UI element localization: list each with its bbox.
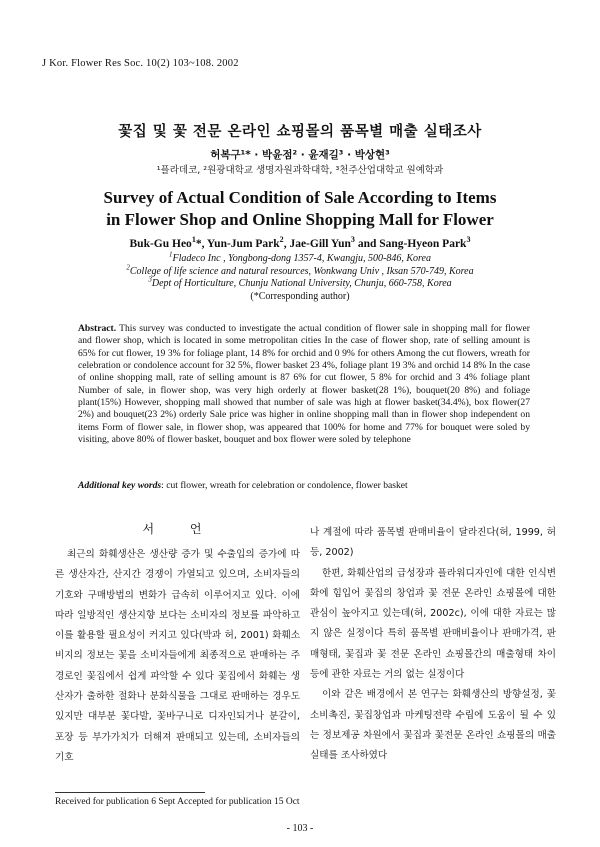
running-head: J Kor. Flower Res Soc. 10(2) 103~108. 2002 — [42, 58, 239, 69]
affiliation-2: $^2$College of life science and natural resources, Wonkwang Univ , Iksan 570-749, Korea — [126, 263, 474, 277]
abstract — [78, 323, 530, 446]
author-3-sup: 3 — [350, 235, 355, 245]
korean-affiliations: ¹플라데코, ²원광대학교 생명자원과학대학, ³천주산업대학교 원예학과 — [156, 165, 444, 176]
author-2: Yun-Jum Park — [206, 238, 280, 250]
right-column-paragraph-1: 나 계절에 따라 품목별 판매비율이 달라진다(허, 1999, 허 등, 2002) — [310, 527, 556, 559]
keywords-label: Additional key words — [78, 480, 162, 491]
english-title — [0, 187, 600, 231]
author-and: and — [357, 238, 377, 250]
affiliation-3: $^3$Dept of Horticulture, Chunju National University, Chunju, 660-758, Korea — [148, 275, 452, 289]
korean-authors: 허복구¹* · 박윤점² · 윤재길³ · 박상현³ — [210, 149, 390, 161]
right-column-paragraph-3: 이와 같은 배경에서 본 연구는 화훼생산의 방향설정, 꽃 소비촉진, 꽃집창업과 마케팅전략 수립에 도움이 될 수 있는 정보제공 차원에서 꽃집과 꽃전문 온라인 쇼핑몰의 매출 실태를 조사하였다 — [310, 689, 556, 762]
author-4: Sang-Hyeon Park — [379, 238, 467, 250]
corresponding-author-note: (*Corresponding author) — [250, 290, 350, 302]
footnote: Received for publication 6 Sept Accepted for publication 15 Oct — [55, 797, 300, 807]
english-title-line2: in Flower Shop and Online Shopping Mall for Flower — [106, 210, 494, 229]
author-4-sup: 3 — [466, 235, 471, 245]
keywords — [78, 480, 530, 491]
footnote-divider — [55, 792, 205, 793]
abstract-label: Abstract. — [78, 323, 117, 334]
korean-title: 꽃집 및 꽃 전문 온라인 쇼핑몰의 품목별 매출 실태조사 — [118, 124, 482, 140]
abstract-text: This survey was conducted to investigate the actual condition of flower sale in shopping mall for flower and flower shop, which is located in some metropolitan cities In the case of flower shop, rate of selling amount is 65% for cut flower, 19 3% for foliage plant, 14 8% for orchid and 0 9% for others Among the cut flowers, wreath for celebration or condolence account for 32 5%, flower basket 23 4%, foliage plant 19 3% and orchid 14 8% In the case of online shopping mall, rate of selling amount is 87 6% for cut flower, 5 8% for orchid and 3 4% foliage plant Number of sale, in flower shop, was very high orderly at flower basket(28 1%), bouquet(20 8%) and foliage plant(15%) However, shopping mall showed that number of sale was high at flower basket(34.4%), box flower(27 2%) and bouquet(23 2%) orderly Sale price was higher in online shopping mall than in flower shop independent on items Form of flower sale, in flower shop, was appeared that 100% for home and 77% for bouquet were soled by visiting, above 80% of flower basket, bouquet and box flower were soled by telephone — [78, 323, 530, 446]
left-column — [55, 545, 300, 768]
english-authors: Buk-Gu Heo$^1$*, Yun-Jum Park$^2$, Jae-Gill Yun$^3$ and Sang-Hyeon Park$^3$ — [129, 235, 471, 250]
section-heading: 서 언 — [142, 522, 218, 536]
keywords-text: : cut flower, wreath for celebration or condolence, flower basket — [161, 480, 408, 491]
affiliation-1: $^1$Fladeco Inc , Yongbong-dong 1357-4, Kwangju, 500-846, Korea — [169, 250, 431, 264]
author-1-mark: *, — [195, 238, 205, 250]
english-title-line1: Survey of Actual Condition of Sale According to Items — [103, 188, 497, 207]
right-column — [310, 523, 556, 767]
english-affiliations — [0, 250, 600, 303]
author-3: Jae-Gill Yun — [289, 238, 351, 250]
right-column-paragraph-2: 한편, 화훼산업의 급성장과 플라워디자인에 대한 인식변화에 힘입어 꽃집의 창업과 꽃 전문 온라인 쇼핑몰에 대한 관심이 높아지고 있는데(허, 2002c), 이에 대한 자료는 많지 않은 실정이다 특히 품목별 판매비율이나 판매가격, 판매형태, 꽃집과 꽃 전문 온라인 쇼핑몰간의 매출형태 차이 등에 관한 자료는 거의 없는 실정이다 — [310, 567, 556, 681]
page-number: - 103 - — [286, 823, 314, 834]
author-1: Buk-Gu Heo — [129, 238, 192, 250]
author-1-sup: 1 — [191, 235, 196, 245]
left-column-paragraph: 최근의 화훼생산은 생산량 증가 및 수출입의 증가에 따른 생산자간, 산지간 경쟁이 가열되고 있으며, 소비자들의 기호와 구매방법의 변화가 급속히 이루어지고 있다. 이에 따라 일방적인 생산지향 보다는 소비자의 정보를 파악하고 이를 활용할 필요성이 커지고 있다(박과 허, 2001) 화훼소비지의 정보는 꽃을 소비자들에게 최종적으로 판매하는 주 경로인 꽃집에서 쉽게 파악할 수 있다 꽃집에서 화훼는 생산자가 출하한 절화나 분화식물을 그대로 판매하는 경우도 있지만 대부분 꽃다발, 꽃바구니로 디자인되거나 분갈이, 포장 등 부가가치가 더해져 판매되고 있는데, 소비자들의 기호 — [55, 549, 300, 763]
author-2-sup: 2 — [279, 235, 284, 245]
